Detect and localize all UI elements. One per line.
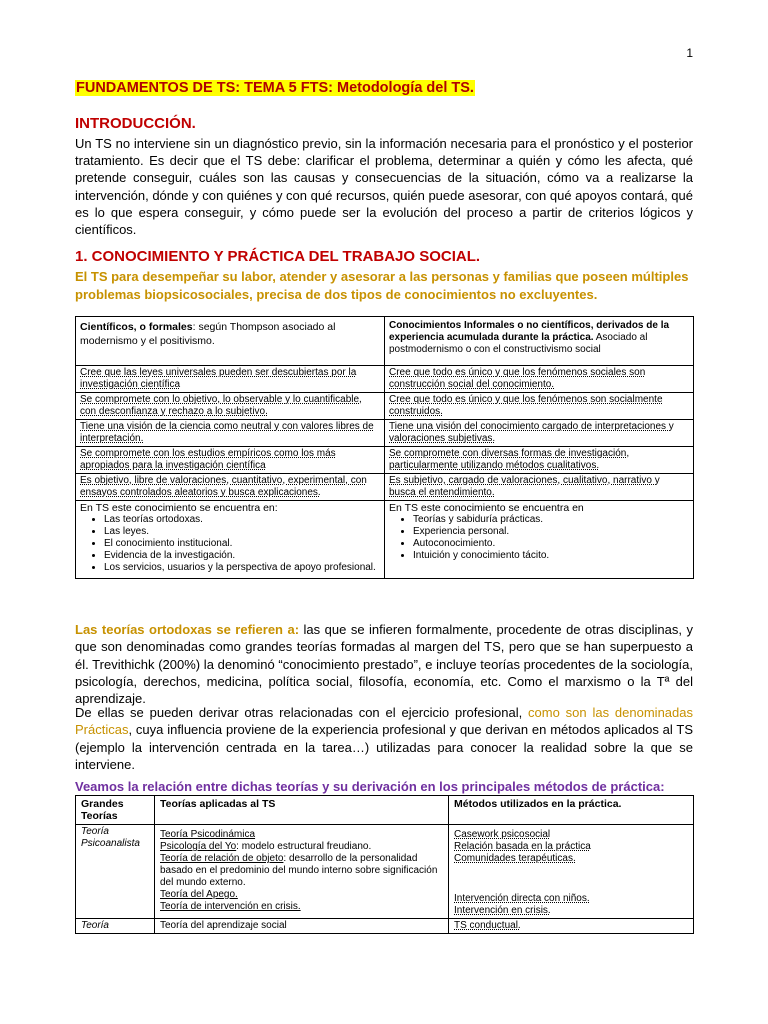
header-right-bold: Conocimientos Informales o no científicos, derivados de la experiencia acumulada durante la práctica.: [389, 320, 670, 343]
applied-item: [160, 853, 443, 889]
table-cell: Cree que las leyes universales pueden ser descubiertas por la investigación científica: [76, 366, 385, 393]
table-row: [76, 919, 694, 934]
list-item: [104, 526, 380, 538]
header-left-bold: Científicos, o formales: [80, 321, 193, 333]
method-item: Intervención directa con niños.: [454, 893, 590, 904]
table-cell-scientific-sources: [76, 501, 385, 579]
header-left-rest: : según Thompson asociado al modernismo y el positivismo.: [80, 321, 336, 347]
table-cell: Tiene una visión del conocimiento cargado de interpretaciones y valoraciones subjetivas.: [385, 420, 694, 447]
derived-theories-paragraph: [75, 704, 693, 773]
derived-highlight: como son las denominadas Prácticas: [75, 705, 693, 738]
table-cell-informal-sources: [385, 501, 694, 579]
applied-item-title: Teoría Psicodinámica: [160, 829, 256, 840]
table-cell: Cree que todo es único y que los fenómenos sociales son construcción social del conocimiento.: [385, 366, 694, 393]
applied-item: [160, 889, 443, 901]
list-item: [413, 526, 689, 538]
list-item: [104, 550, 380, 562]
derived-text-2: , cuya influencia proviene de la experiencia profesional y que derivan en métodos aplicados al TS (ejemplo la intervención centrada en la tarea…) utilizadas para conocer la realidad sobre la que se interviene.: [75, 722, 693, 772]
method-item: Comunidades terapéuticas.: [454, 853, 576, 864]
applied-item-desc: : modelo estructural freudiano.: [236, 841, 372, 852]
theories-methods-table: [75, 795, 694, 934]
list-item: [104, 514, 380, 526]
list-item-text: Experiencia personal.: [413, 526, 510, 537]
applied-item: [160, 841, 443, 853]
header-applied-theories: Teorías aplicadas al TS: [155, 796, 449, 825]
table-cell: Es subjetivo, cargado de valoraciones, cualitativo, narrativo y busca el entendimiento.: [385, 474, 694, 501]
table-row: [76, 420, 694, 447]
list-item-text: Los servicios, usuarios y la perspectiva de apoyo profesional.: [104, 562, 376, 573]
applied-item-title: Psicología del Yo: [160, 841, 237, 852]
list-item-text: Intuición y conocimiento tácito.: [413, 550, 550, 561]
scientific-sources-title: En TS este conocimiento se encuentra en:: [80, 502, 278, 514]
intro-heading: INTRODUCCIÓN.: [75, 115, 196, 132]
intro-paragraph: Un TS no interviene sin un diagnóstico previo, sin la información necesaria para el pronóstico y el posterior tratamiento. Es decir que el TS debe: clarificar el problema, determinar a quién y cómo les afecta, qué pretende conseguir, cuáles son las causas y consecuencias de la situación, cómo va a realizarse la intervención, dónde y con quiénes y con qué recursos, quién puede asesorar, con qué apoyos contará, qué es lo que espera conseguir, y cómo puede ser la evolución del proceso a partir de criterios lógicos y científicos.: [75, 136, 693, 238]
applied-item-desc: : desarrollo de la personalidad basado en el predominio del mundo interno sobre significación del mundo externo.: [160, 853, 438, 888]
table-row: [76, 366, 694, 393]
header-grand-theories: Grandes Teorías: [76, 796, 155, 825]
method-item: Intervención en crisis.: [454, 905, 551, 916]
table-cell: Se compromete con lo objetivo, lo observable y lo cuantificable, con desconfianza y rechazo a lo subjetivo.: [76, 393, 385, 420]
table-header-row: [76, 796, 694, 825]
orthodox-theories-paragraph: [75, 621, 693, 707]
orthodox-theories-text: las que se infieren formalmente, procedente de otras disciplinas, y que son denominadas como grandes teorías formadas al margen del TS, pero que se han superpuesto a él. Trevithichk (200%) la denominó “conocimiento prestado”, e incluye teorías procedentes de la sociología, psicología, derechos, medicina, política social, filosofía, economía, etc. Como el marxismo o la Tª del aprendizaje.: [75, 622, 693, 707]
list-item: [104, 562, 380, 574]
grand-theory-cell: Teoría: [76, 919, 155, 934]
section-1-heading: 1. CONOCIMIENTO Y PRÁCTICA DEL TRABAJO SOCIAL.: [75, 248, 481, 265]
table-cell: Tiene una visión de la ciencia como neutral y con valores libres de interpretación.: [76, 420, 385, 447]
method-item: Casework psicosocial: [454, 829, 551, 840]
table-row: [76, 825, 694, 919]
applied-item-title: Teoría del Apego.: [160, 889, 238, 900]
applied-item-title: Teoría de intervención en crisis.: [160, 901, 301, 912]
section-1-subtitle: El TS para desempeñar su labor, atender y asesorar a las personas y familias que poseen múltiples problemas biopsicosociales, precisa de dos tipos de conocimientos no excluyentes.: [75, 269, 689, 302]
list-item-text: El conocimiento institucional.: [104, 538, 233, 549]
list-item: [413, 550, 689, 562]
table-row: [76, 474, 694, 501]
informal-sources-list: [389, 514, 689, 562]
table-row: [76, 317, 694, 366]
list-item: [104, 538, 380, 550]
applied-theories-cell: Teoría del aprendizaje social: [155, 919, 449, 934]
method-item: Relación basada en la práctica: [454, 841, 591, 852]
list-item: [413, 514, 689, 526]
methods-cell: TS conductual.: [449, 919, 694, 934]
applied-item: [160, 829, 443, 841]
scientific-sources-list: [80, 514, 380, 574]
derived-text-1: De ellas se pueden derivar otras relacionadas con el ejercicio profesional,: [75, 705, 529, 720]
document-title: FUNDAMENTOS DE TS: TEMA 5 FTS: Metodología del TS.: [76, 80, 474, 96]
table-row: [76, 447, 694, 474]
page-number: 1: [686, 46, 693, 60]
table-cell: Se compromete con los estudios empíricos como los más apropiados para la investigación científica: [76, 447, 385, 474]
table-row: [76, 393, 694, 420]
grand-theory-cell: Teoría Psicoanalista: [76, 825, 155, 919]
applied-theories-cell: [155, 825, 449, 919]
table-cell: Se compromete con diversas formas de investigación, particularmente utilizando métodos cualitativos.: [385, 447, 694, 474]
list-item-text: Teorías y sabiduría prácticas.: [413, 514, 544, 525]
table-cell: Es objetivo, libre de valoraciones, cuantitativo, experimental, con ensayos controlados aleatorios y busca explicaciones.: [76, 474, 385, 501]
applied-item-title: Teoría de relación de objeto: [160, 853, 284, 864]
table-header-informal: [385, 317, 694, 366]
knowledge-comparison-table: [75, 316, 694, 579]
list-item-text: Autoconocimiento.: [413, 538, 496, 549]
spacer: [454, 865, 688, 893]
relation-heading: Veamos la relación entre dichas teorías y su derivación en los principales métodos de práctica:: [75, 779, 665, 794]
applied-item: [160, 901, 443, 916]
list-item-text: Las teorías ortodoxas.: [104, 514, 203, 525]
orthodox-theories-label: Las teorías ortodoxas se refieren a:: [75, 622, 300, 637]
header-right-rest: Asociado al postmodernismo o con el constructivismo social: [389, 332, 648, 355]
table-header-scientific: [76, 317, 385, 366]
list-item: [413, 538, 689, 550]
informal-sources-title: En TS este conocimiento se encuentra en: [389, 502, 584, 514]
list-item-text: Las leyes.: [104, 526, 150, 537]
table-row: [76, 501, 694, 579]
list-item-text: Evidencia de la investigación.: [104, 550, 236, 561]
header-methods: Métodos utilizados en la práctica.: [449, 796, 694, 825]
table-cell: Cree que todo es único y que los fenómenos son socialmente construidos.: [385, 393, 694, 420]
methods-cell: [449, 825, 694, 919]
